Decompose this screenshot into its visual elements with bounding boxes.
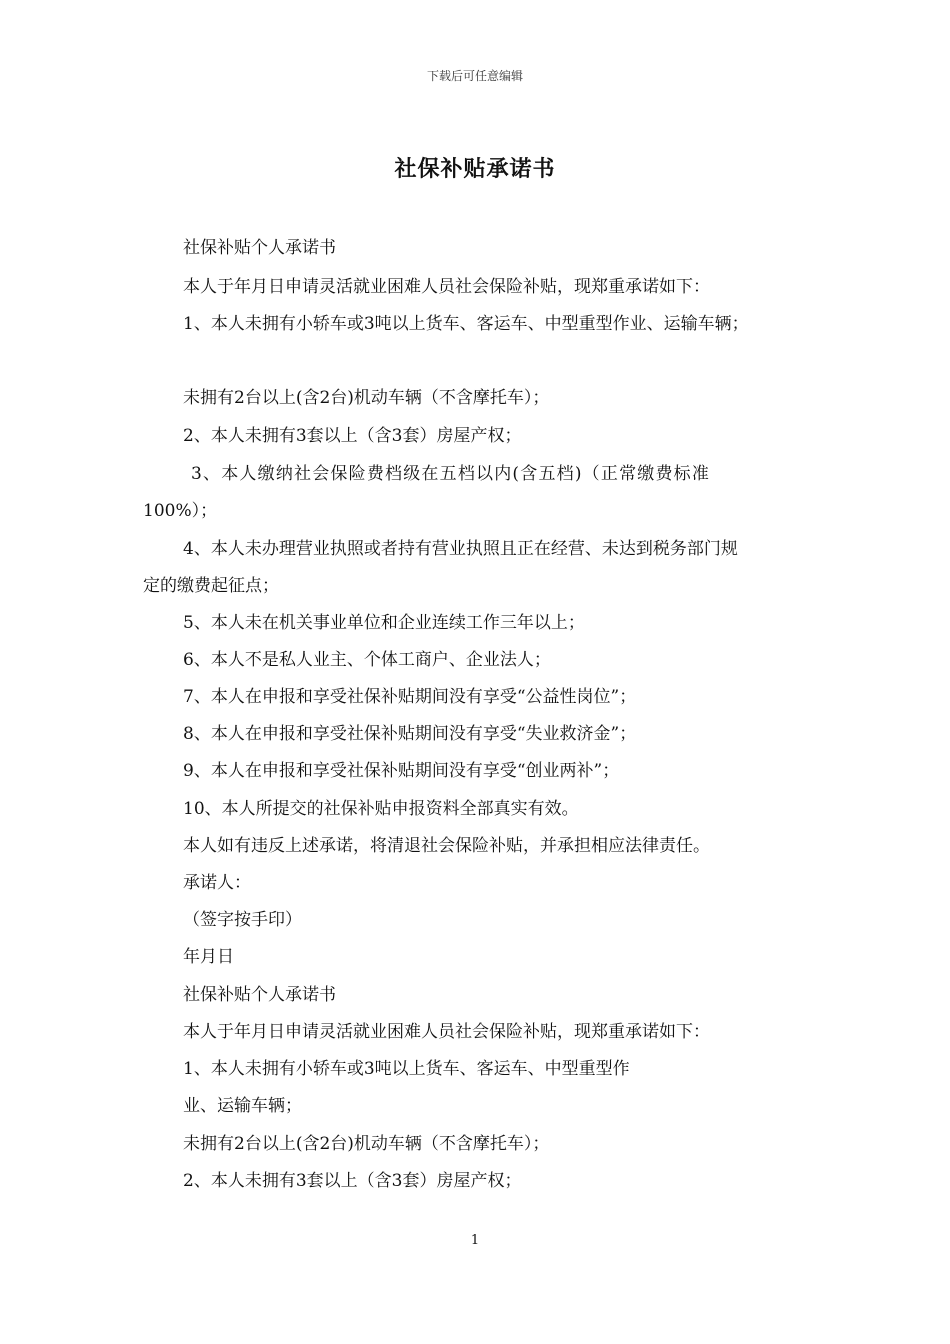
body-line: 未拥有2台以上(含2台)机动车辆（不含摩托车）；: [183, 1134, 550, 1154]
body-line: 业、运输车辆；: [183, 1096, 302, 1116]
body-line: 7、本人在申报和享受社保补贴期间没有享受“公益性岗位”；: [183, 687, 637, 707]
body-line: 6、本人不是私人业主、个体工商户、企业法人；: [183, 650, 551, 670]
header-note: 下载后可任意编辑: [426, 69, 523, 83]
body-line: 10、本人所提交的社保补贴申报资料全部真实有效。: [183, 799, 579, 819]
body-line: 1、本人未拥有小轿车或3吨以上货车、客运车、中型重型作: [183, 1059, 630, 1079]
body-line: 本人于年月日申请灵活就业困难人员社会保险补贴，现郑重承诺如下：: [183, 277, 710, 297]
body-line: 年月日: [183, 947, 234, 967]
body-line: 社保补贴个人承诺书: [183, 985, 336, 1005]
body-line: 承诺人：: [183, 873, 251, 893]
body-line: 4、本人未办理营业执照或者持有营业执照且正在经营、未达到税务部门规: [183, 539, 738, 559]
document-title: 社保补贴承诺书: [394, 157, 556, 182]
page-number: 1: [470, 1233, 480, 1248]
body-line: 100%）；: [143, 501, 218, 521]
body-line: 2、本人未拥有3套以上（含3套）房屋产权；: [183, 426, 522, 446]
body-line: （签字按手印）: [183, 910, 302, 930]
body-line: 1、本人未拥有小轿车或3吨以上货车、客运车、中型重型作业、运输车辆；: [183, 314, 749, 334]
body-line: 本人如有违反上述承诺，将清退社会保险补贴，并承担相应法律责任。: [183, 836, 710, 856]
body-line: 定的缴费起征点；: [143, 576, 279, 596]
body-line: 9、本人在申报和享受社保补贴期间没有享受“创业两补”；: [183, 761, 620, 781]
body-line: 社保补贴个人承诺书: [183, 238, 336, 258]
body-line: 未拥有2台以上(含2台)机动车辆（不含摩托车）；: [183, 388, 550, 408]
body-line: 2、本人未拥有3套以上（含3套）房屋产权；: [183, 1171, 522, 1191]
body-line: 5、本人未在机关事业单位和企业连续工作三年以上；: [183, 613, 585, 633]
body-line: 3、本人缴纳社会保险费档级在五档以内(含五档)（正常缴费标准: [191, 464, 711, 484]
body-line: 本人于年月日申请灵活就业困难人员社会保险补贴，现郑重承诺如下：: [183, 1022, 710, 1042]
body-line: 8、本人在申报和享受社保补贴期间没有享受“失业救济金”；: [183, 724, 637, 744]
